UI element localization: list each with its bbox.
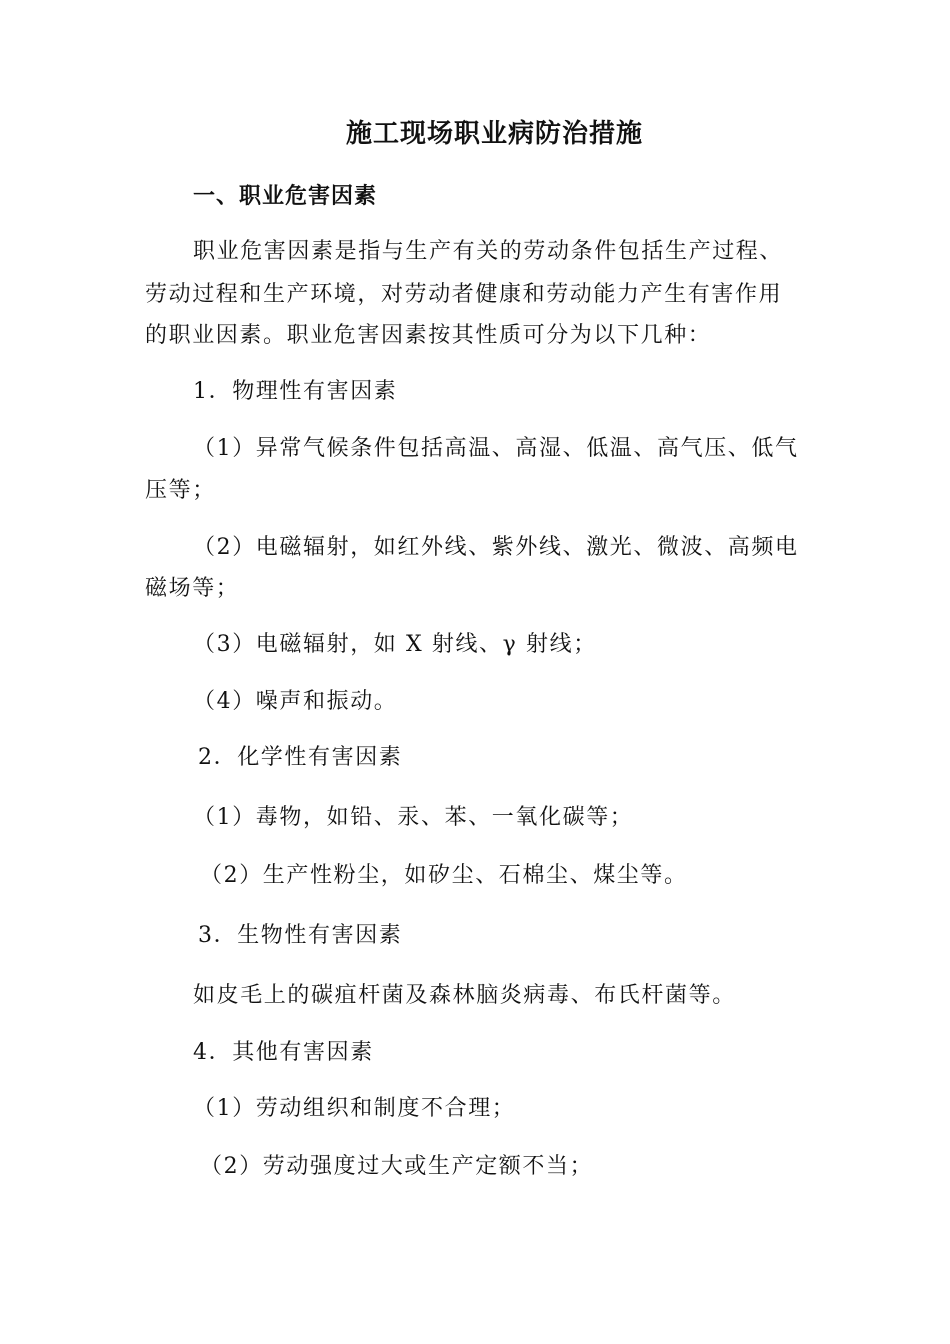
chemical-item-1: （1）毒物，如铅、汞、苯、一氧化碳等； [193, 805, 634, 830]
page-title: 施工现场职业病防治措施 [346, 119, 644, 149]
intro-line-3: 的职业因素。职业危害因素按其性质可分为以下几种： [145, 323, 712, 348]
other-item-1: （1）劳动组织和制度不合理； [193, 1096, 516, 1121]
section-heading: 一、职业危害因素 [193, 183, 378, 209]
physical-item-2-line-2: 磁场等； [145, 576, 240, 601]
physical-item-1-line-1: （1）异常气候条件包括高温、高湿、低温、高气压、低气 [193, 436, 799, 461]
intro-line-2: 劳动过程和生产环境，对劳动者健康和劳动能力产生有害作用 [145, 282, 783, 307]
chemical-heading: 2．化学性有害因素 [198, 745, 403, 770]
other-heading: 4．其他有害因素 [193, 1040, 374, 1065]
chemical-item-2: （2）生产性粉尘，如矽尘、石棉尘、煤尘等。 [200, 863, 688, 888]
physical-item-4: （4）噪声和振动。 [193, 689, 398, 714]
intro-line-1: 职业危害因素是指与生产有关的劳动条件包括生产过程、 [193, 239, 784, 264]
other-item-2: （2）劳动强度过大或生产定额不当； [200, 1154, 594, 1179]
biological-heading: 3．生物性有害因素 [198, 923, 403, 948]
physical-heading: 1．物理性有害因素 [193, 379, 398, 404]
physical-item-3: （3）电磁辐射，如 X 射线、γ 射线； [193, 632, 597, 657]
biological-text: 如皮毛上的碳疽杆菌及森林脑炎病毒、布氏杆菌等。 [193, 983, 736, 1008]
physical-item-1-line-2: 压等； [145, 478, 216, 503]
physical-item-2-line-1: （2）电磁辐射，如红外线、紫外线、激光、微波、高频电 [193, 535, 799, 560]
